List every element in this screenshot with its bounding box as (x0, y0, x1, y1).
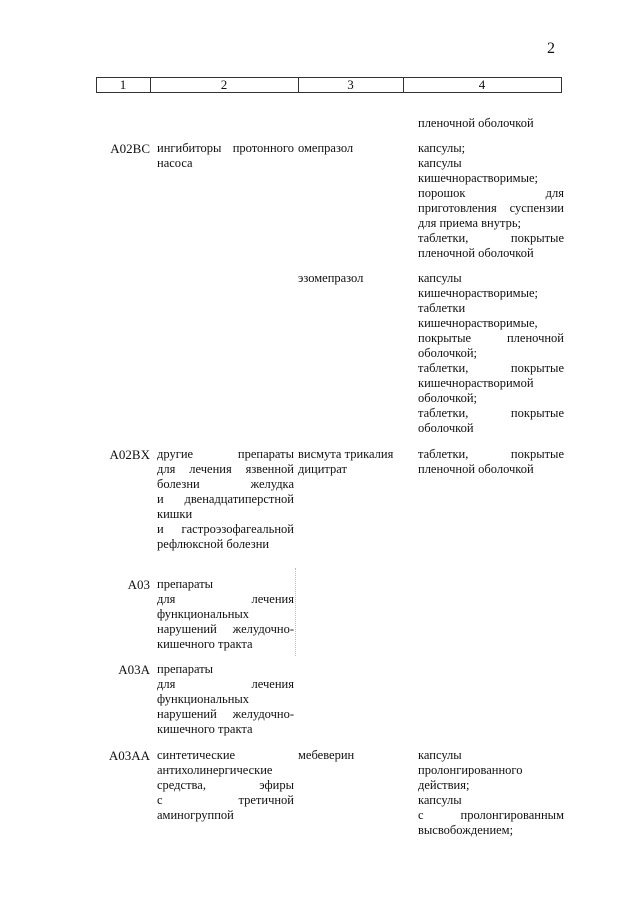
atc-code: A03AA (108, 748, 150, 763)
text-line: таблетки, покрытые (418, 406, 564, 420)
anatomical-group (157, 662, 294, 737)
atc-code: A03 (127, 577, 150, 592)
text-line: действия; (418, 778, 470, 792)
text-line: мебеверин (298, 748, 355, 762)
text-line: функциональных (157, 607, 250, 621)
text-line: синтетические (157, 748, 236, 762)
dosage-forms (418, 141, 564, 261)
text-line: препараты (157, 662, 214, 676)
text-line: капсулы (418, 271, 462, 285)
header-col-4: 4 (478, 77, 486, 92)
text-line: оболочкой; (418, 391, 477, 405)
text-line: оболочкой; (418, 346, 477, 360)
text-line: нарушений желудочно- (157, 622, 294, 636)
text-line: кишечнорастворимые; (418, 286, 538, 300)
text-line: таблетки, покрытые (418, 361, 564, 375)
dosage-forms (418, 271, 564, 436)
text-line: оболочкой (418, 421, 474, 435)
text-line: высвобождением; (418, 823, 514, 837)
page-number: 2 (547, 40, 555, 57)
text-line: таблетки, покрытые (418, 447, 564, 461)
text-line: рефлюксной болезни (157, 537, 270, 551)
text-line: и двенадцатиперстной (157, 492, 294, 506)
drug-name (298, 271, 403, 286)
text-line: омепразол (298, 141, 354, 155)
dosage-forms (418, 447, 564, 477)
column-divider-dotted (295, 568, 297, 656)
table-header (96, 77, 562, 93)
dosage-forms (418, 748, 564, 838)
text-line: ингибиторы протонного (157, 141, 294, 155)
text-line: насоса (157, 156, 193, 170)
text-line: нарушений желудочно- (157, 707, 294, 721)
text-line: для приема внутрь; (418, 216, 522, 230)
header-col-3: 3 (347, 77, 354, 92)
atc-code: A03A (118, 662, 150, 677)
drug-name (298, 748, 403, 763)
text-line: висмута трикалия (298, 447, 394, 461)
text-line: другие препараты (157, 447, 294, 461)
text-line: кишечнорастворимые, (418, 316, 538, 330)
text-line: с пролонгированным (418, 808, 564, 822)
text-line: болезни желудка (157, 477, 294, 491)
anatomical-group (157, 748, 294, 823)
header-divider (561, 78, 562, 92)
text-line: пленочной оболочкой (418, 246, 534, 260)
atc-code: A02BX (109, 447, 150, 462)
anatomical-group (157, 141, 294, 171)
text-line: для лечения (157, 677, 294, 691)
text-line: таблетки, покрытые (418, 231, 564, 245)
text-line: пленочной оболочкой (418, 462, 534, 476)
text-line: кишечнорастворимые; (418, 171, 538, 185)
text-line: для лечения язвенной (157, 462, 294, 476)
text-line: эзомепразол (298, 271, 364, 285)
text-line: средства, эфиры (157, 778, 294, 792)
text-line: и гастроэзофагеальной (157, 522, 294, 536)
text-line: с третичной (157, 793, 294, 807)
text-line: приготовления суспензии (418, 201, 564, 215)
text-line: антихолинергические (157, 763, 273, 777)
header-col-1: 1 (119, 77, 127, 92)
anatomical-group (157, 577, 294, 652)
text-line: функциональных (157, 692, 250, 706)
dosage-forms (418, 116, 564, 131)
text-line: капсулы; (418, 141, 466, 155)
text-line: капсулы (418, 748, 462, 762)
text-line: капсулы (418, 793, 462, 807)
drug-name (298, 141, 403, 156)
anatomical-group (157, 447, 294, 552)
drug-name (298, 447, 403, 477)
atc-code: A02BC (110, 141, 150, 156)
text-line: аминогруппой (157, 808, 234, 822)
text-line: препараты (157, 577, 214, 591)
text-line: пролонгированного (418, 763, 523, 777)
text-line: дицитрат (298, 462, 347, 476)
header-col-2: 2 (220, 77, 228, 92)
text-line: порошок для (418, 186, 564, 200)
text-line: кишки (157, 507, 193, 521)
text-line: кишечного тракта (157, 637, 253, 651)
text-line: пленочной оболочкой (418, 116, 534, 130)
text-line: для лечения (157, 592, 294, 606)
text-line: капсулы (418, 156, 462, 170)
text-line: покрытые пленочной (418, 331, 564, 345)
text-line: кишечного тракта (157, 722, 253, 736)
text-line: таблетки (418, 301, 466, 315)
text-line: кишечнорастворимой (418, 376, 534, 390)
